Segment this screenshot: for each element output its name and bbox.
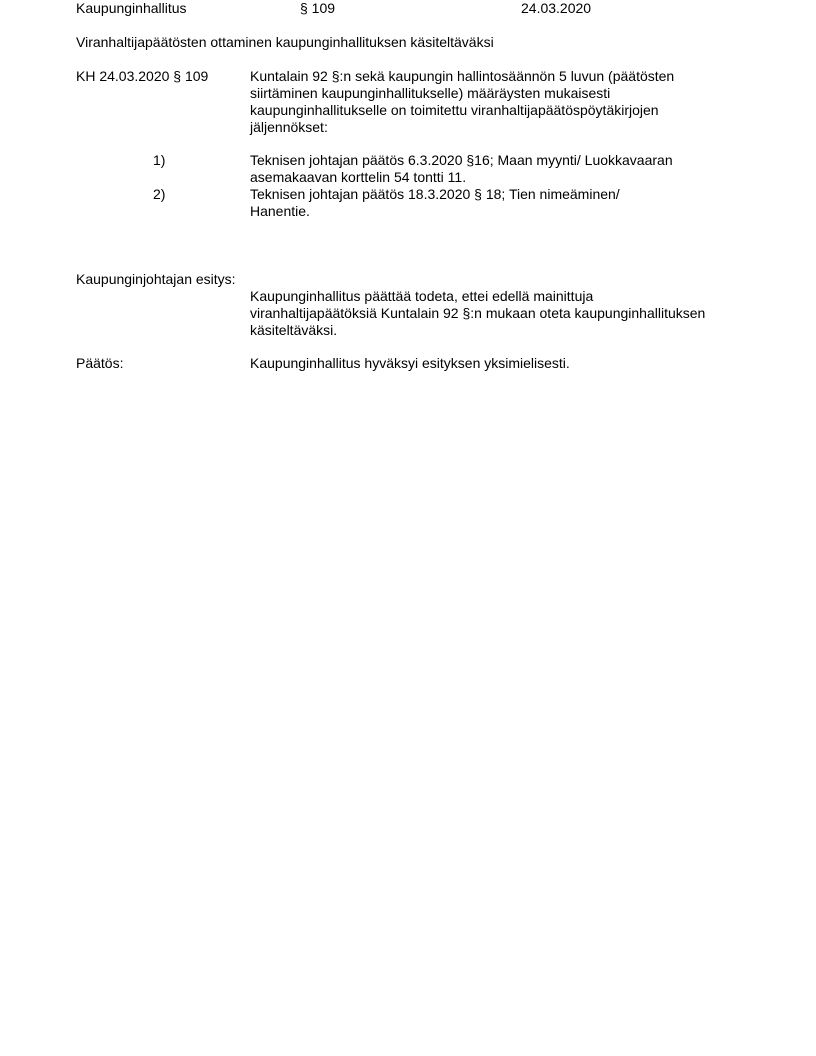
list-item-text: Teknisen johtajan päätös 6.3.2020 §16; Maan myynti/ Luokkavaaran asemakaavan korttelin 54 tontti 11. bbox=[250, 152, 673, 185]
list-item-number: 2) bbox=[153, 186, 166, 202]
decision-label: Päätös: bbox=[76, 355, 124, 371]
proposal-label: Kaupunginjohtajan esitys: bbox=[76, 271, 236, 287]
header-body-name: Kaupunginhallitus bbox=[76, 0, 187, 16]
list-item-text: Teknisen johtajan päätös 18.3.2020 § 18; Tien nimeäminen/ Hanentie. bbox=[250, 186, 620, 219]
list-item-number: 1) bbox=[153, 152, 166, 168]
header-date: 24.03.2020 bbox=[521, 0, 592, 16]
proposal-text: Kaupunginhallitus päättää todeta, ettei edellä mainittuja viranhaltijapäätöksiä Kuntalain 92 §:n mukaan oteta kaupunginhallituksen käsiteltäväksi. bbox=[250, 288, 706, 338]
case-intro-text: Kuntalain 92 §:n sekä kaupungin hallintosäännön 5 luvun (päätösten siirtäminen kaupunginhallitukselle) määräysten mukaisesti kaupunginhallitukselle on toimitettu viranhaltijapäätöspöytäkirjojen jäljennökset: bbox=[250, 68, 675, 135]
header-section-number: § 109 bbox=[300, 0, 336, 16]
case-reference: KH 24.03.2020 § 109 bbox=[76, 68, 209, 84]
document-title: Viranhaltijapäätösten ottaminen kaupunginhallituksen käsiteltäväksi bbox=[76, 34, 494, 50]
decision-text: Kaupunginhallitus hyväksyi esityksen yksimielisesti. bbox=[250, 355, 570, 371]
